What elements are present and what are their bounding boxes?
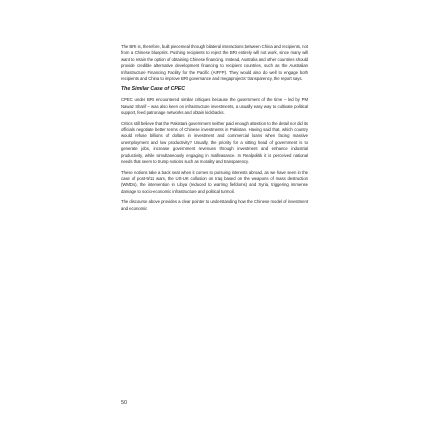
paragraph: The discourse above provides a clear pointer to understanding how the Chinese model of investment and economic [121, 199, 308, 211]
paragraph: CPEC under BRI encountered similar critiques because the government of the time – led by PM Nawaz Sharif – was also keen on infrastructure investments, a usually easy way to cultivate political support, feed patronage networks and obtain kickbacks. [121, 97, 308, 116]
paragraph: The BRI is, therefore, built piecemeal through bilateral interactions between China and recipients, not from a Chinese blueprint. Pushing recipients to reject the BRI entirely will not work, since many will want to retain the option of obtaining Chinese financing. Instead, Australia and other countries should provide credible alternative development financing to recipient countries, such as the Australian Infrastructure Financing Facility for the Pacific (AIFFP). They would also do well to engage both recipients and China to improve BRI governance and megaprojects' transparency, the report says. [121, 44, 308, 82]
paragraph: These notions take a back seat when it comes to pursuing interests abroad, as we have seen in the case of post-9/11 wars, the US-UK collusion on Iraq based on the weapons of mass destruction (WMDs), the intervention in Libya (reduced to warring fiefdoms) and Syria, triggering immense damage to socio-economic infrastructure and political turmoil. [121, 169, 308, 194]
page-number: 50 [121, 400, 128, 406]
section-heading: The Similar Case of CPEC [121, 86, 185, 93]
page-body [121, 44, 308, 216]
paragraph: Critics still believe that the Pakistani government neither paid enough attention to the detail nor did its officials negotiate better terms of Chinese investments in Pakistan. Having said that, which country would refuse billions of dollars in investment and commercial loans when facing massive unemployment and low productivity? Usually, the priority for a sitting head of government is to generate jobs, increase government revenues through investment and enhance industrial productivity, while simultaneously engaging in malfeasance. In Realpolitik it is perceived national needs that seem to trump notions such as morality and transparency. [121, 120, 308, 165]
